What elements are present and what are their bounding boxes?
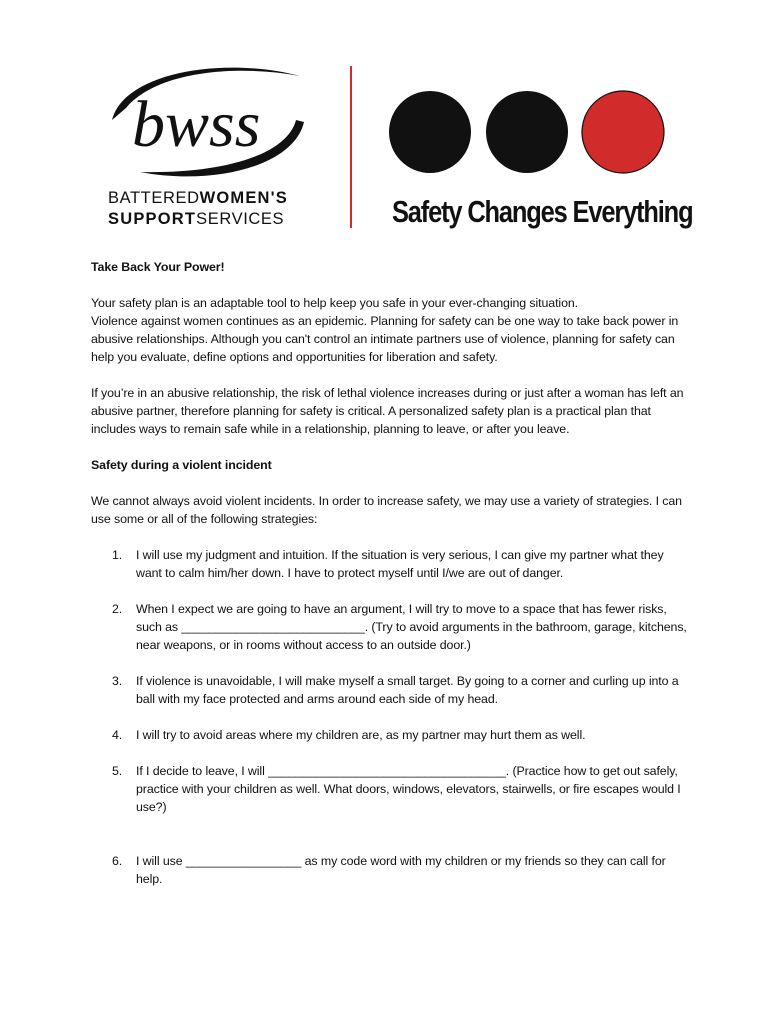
strategies-intro: We cannot always avoid violent incidents. In order to increase safety, we may use a variety of strategies. I can use some or all of the following strategies: [91, 494, 682, 526]
strategy-item: 4. I will try to avoid areas where my children are, as my partner may hurt them as well. [112, 728, 586, 742]
black-dot-2 [486, 91, 568, 173]
document-body [91, 258, 687, 888]
logo-line-2: SUPPORTSERVICES [108, 210, 285, 228]
intro-paragraph: Violence against women continues as an epidemic. Planning for safety can be one way to take back power in abusive relationships. Although you can't control an intimate partners use of violence, planning for safety can help you evaluate, define options and opportunities for liberation and safety. [91, 314, 679, 364]
organization-name [108, 188, 338, 230]
strategies-list [91, 546, 687, 888]
three-dots-logo [388, 88, 668, 178]
strategy-item: 5. If I decide to leave, I will ___________________________________. (Practice how to get out safely, practice with your children as well. What doors, windows, elevators, stairwells, or fire escapes would I use?) [112, 764, 681, 814]
strategy-item: 3. If violence is unavoidable, I will make myself a small target. By going to a corner and curling up into a ball with my face protected and arms around each side of my head. [112, 674, 679, 706]
red-dot [582, 91, 664, 173]
header-divider [350, 66, 352, 228]
heading-take-back-power: Take Back Your Power! [91, 260, 225, 274]
logo-wordmark: bwss [132, 88, 261, 161]
strategy-item: 1. I will use my judgment and intuition. If the situation is very serious, I can give my partner what they want to calm him/her down. I have to protect myself until I/we are out of danger. [112, 548, 664, 580]
bwss-logo [104, 62, 314, 182]
strategy-item: 6. I will use _________________ as my code word with my children or my friends so they can call for help. [112, 854, 666, 886]
logo-line-1: BATTEREDWOMEN'S [108, 189, 288, 207]
lethal-risk-paragraph: If you’re in an abusive relationship, the risk of lethal violence increases during or just after a woman has left an abusive partner, therefore planning for safety is critical. A personalized safety plan is a practical plan that includes ways to remain safe while in a relationship, planning to leave, or after you leave. [91, 386, 684, 436]
tagline: Safety Changes Everything [392, 194, 693, 229]
intro-line-1: Your safety plan is an adaptable tool to help keep you safe in your ever-changing situation. [91, 296, 578, 310]
strategy-item: 2. When I expect we are going to have an argument, I will try to move to a space that has fewer risks, such as ___________________________. (Try to avoid arguments in the bathroom, garage, kitchens, near weapons, or in rooms without access to an outside door.) [112, 602, 687, 652]
black-dot-1 [389, 91, 471, 173]
heading-violent-incident: Safety during a violent incident [91, 458, 272, 472]
